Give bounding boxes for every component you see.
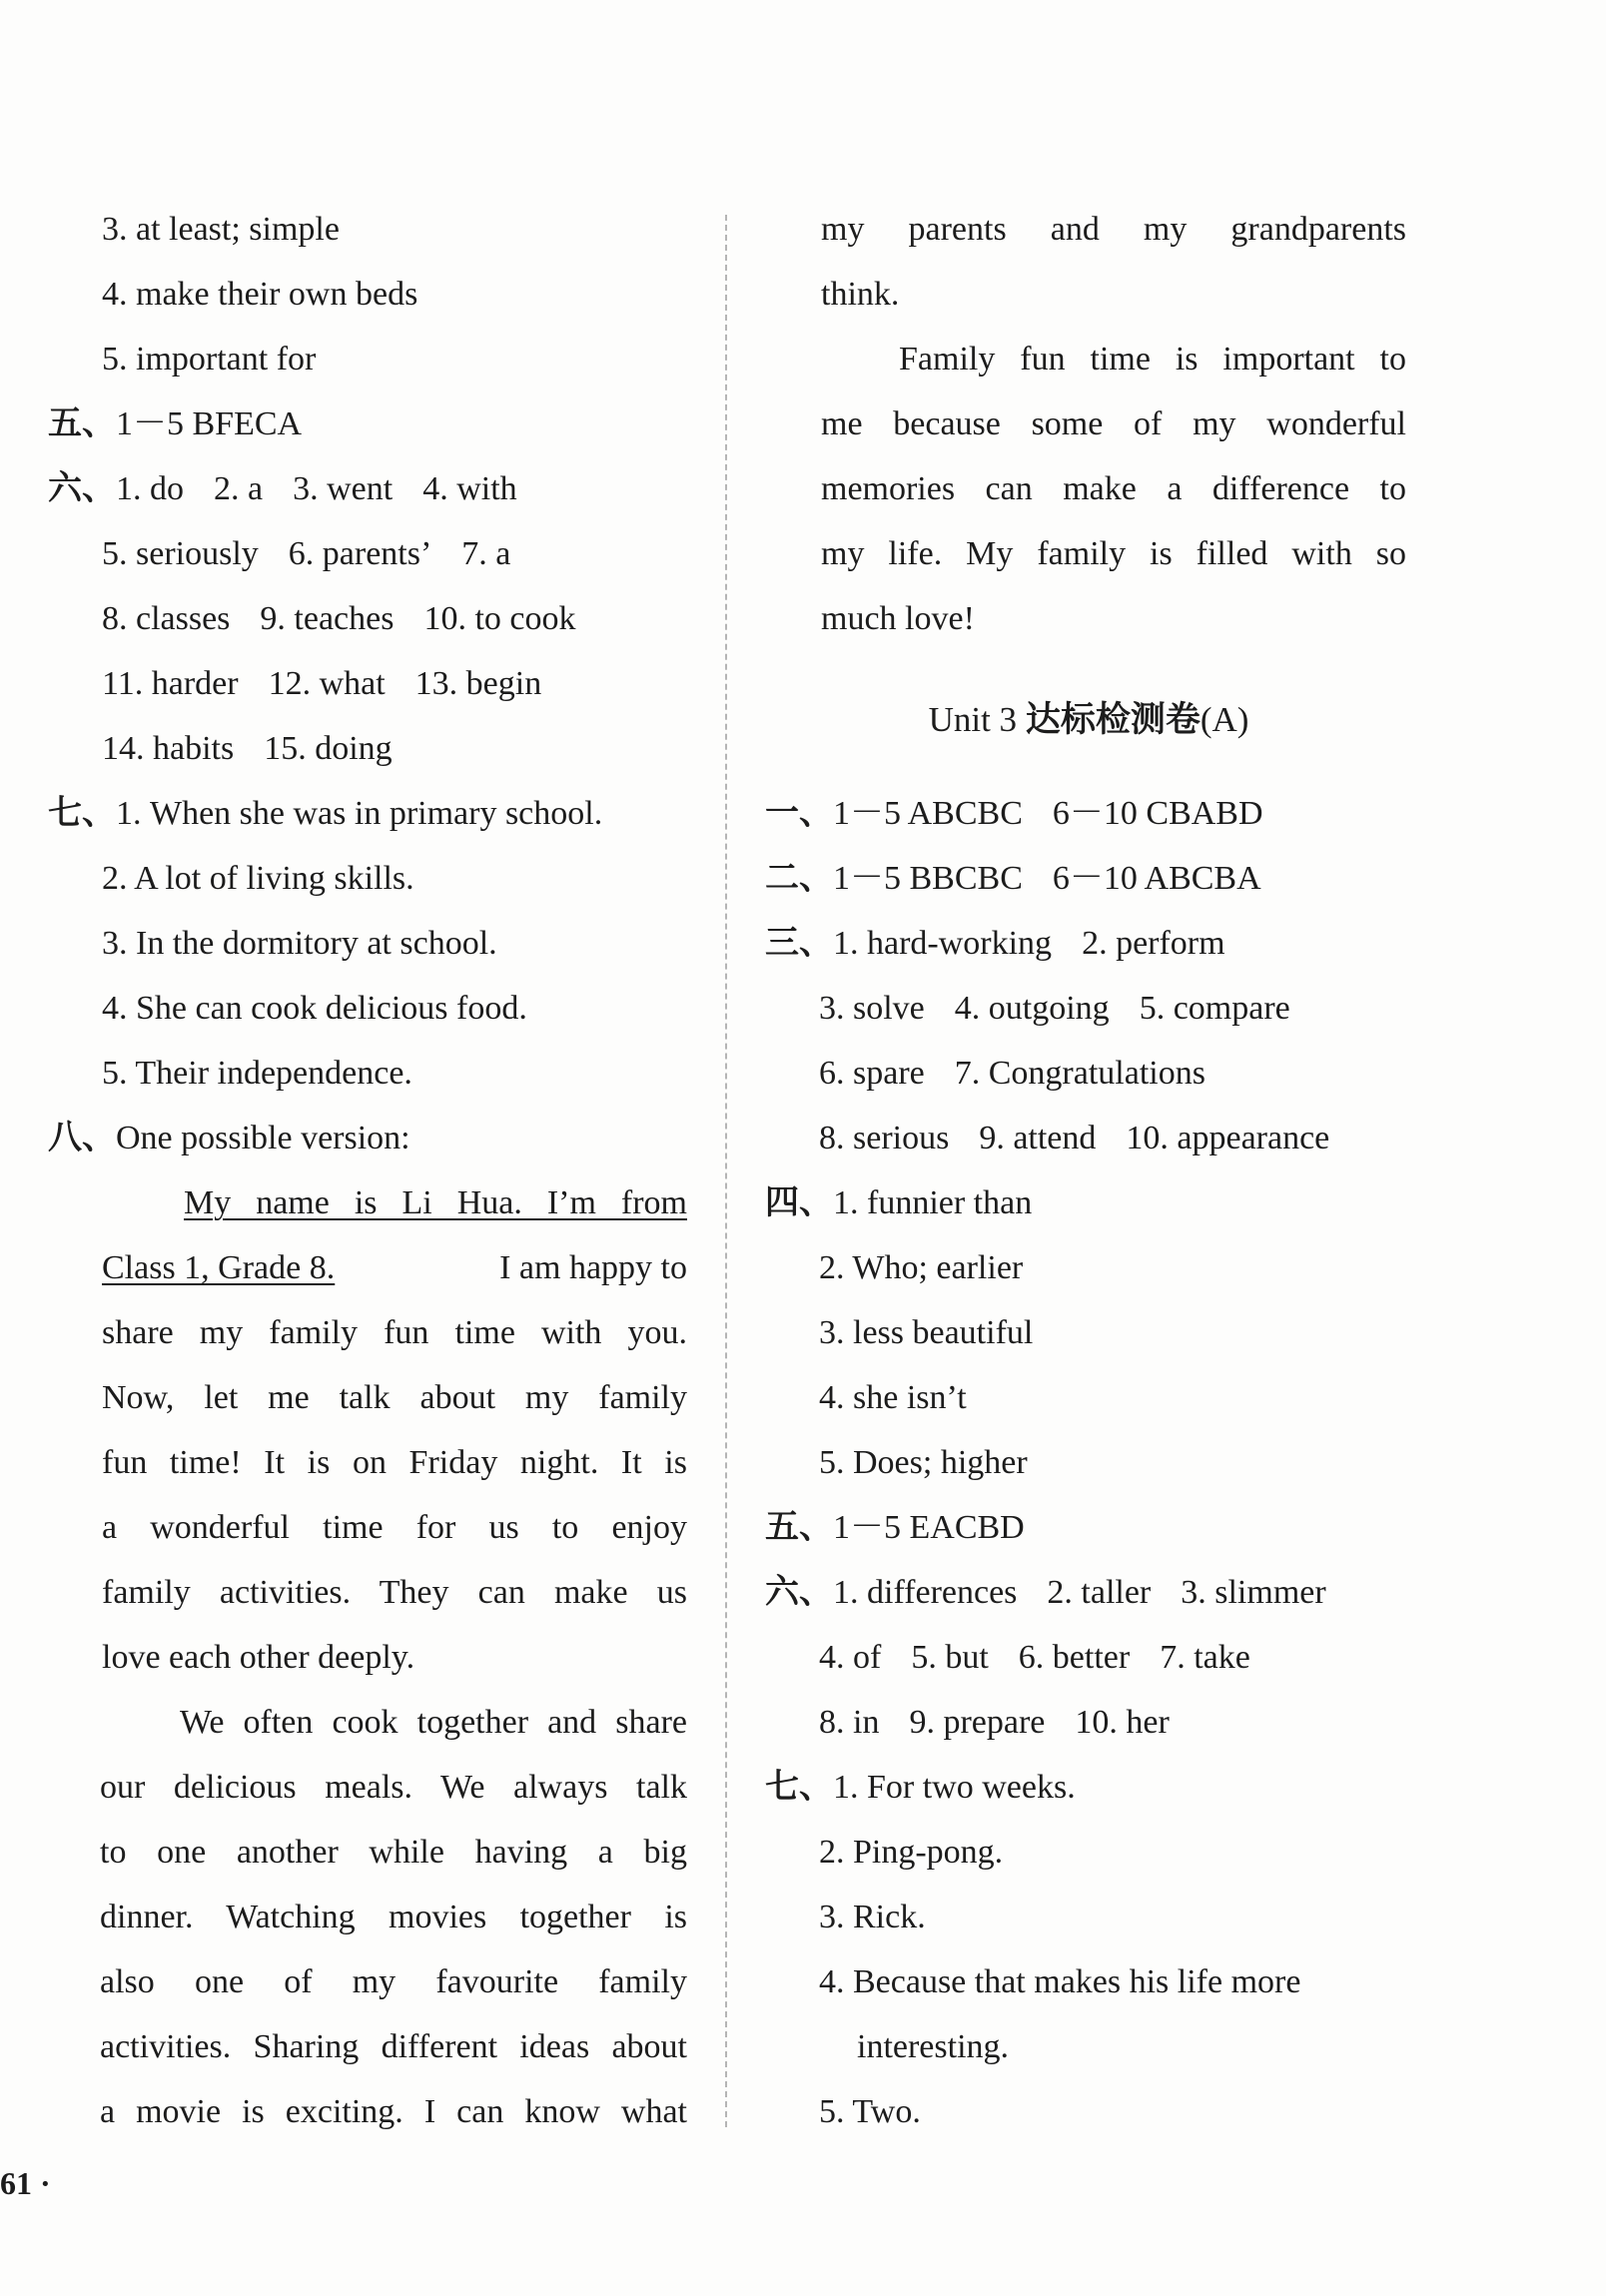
answer-item: 7. take [1160, 1639, 1250, 1676]
answer-item: 6－10 CBABD [1052, 795, 1263, 832]
section-label: 七、 [48, 795, 116, 832]
answer-item: 8. serious [819, 1120, 950, 1156]
part8-heading-text: One possible version: [116, 1120, 410, 1156]
s4-item-5: 5. Does; higher [819, 1444, 1028, 1481]
essay-line: dinner. Watching movies together is [100, 1899, 687, 1935]
answer-item: 4. outgoing [954, 990, 1110, 1027]
answer-item: 6. better [1018, 1639, 1131, 1676]
answer-text: 1. When she was in primary school. [116, 795, 603, 832]
part6-row-1 [48, 467, 719, 511]
column-divider [725, 215, 727, 2127]
essay-line: my parents and my grandparents [821, 211, 1406, 248]
essay-line: family activities. They can make us [102, 1574, 687, 1611]
answer-item: 2. perform [1082, 925, 1225, 962]
essay-line: to one another while having a big [100, 1834, 687, 1871]
unit-title [739, 697, 1438, 743]
section-label: 五、 [765, 1509, 833, 1546]
part4-item-3: 3. at least; simple [102, 211, 340, 248]
part8-heading [48, 1117, 719, 1160]
essay-line: me because some of my wonderful [821, 405, 1406, 442]
essay-line: share my family fun time with you. [102, 1314, 687, 1351]
answer-item: 15. doing [264, 730, 393, 767]
section-label: 四、 [765, 1184, 833, 1221]
answer-item: 5. but [911, 1639, 989, 1676]
part7-item-1 [48, 792, 719, 836]
part6-row-4 [102, 662, 719, 706]
answer-item: 2. taller [1047, 1574, 1152, 1611]
s4-item-1 [765, 1181, 1438, 1225]
essay-line: Now, let me talk about my family [102, 1379, 687, 1416]
section-label: 二、 [765, 860, 833, 897]
essay-line [184, 1181, 687, 1225]
answer-item: 1. hard-working [833, 925, 1053, 962]
essay-line: We often cook together and share [180, 1704, 687, 1741]
answer-item: 8. classes [102, 600, 231, 637]
answer-item: 6－10 ABCBA [1052, 860, 1261, 897]
s4-item-3: 3. less beautiful [819, 1314, 1034, 1351]
s7-item-4-cont: interesting. [857, 2028, 1010, 2065]
essay-line: Family fun time is important to [899, 341, 1406, 378]
essay-line: my life. My family is filled with so [821, 535, 1406, 572]
answer-text: 1. For two weeks. [833, 1769, 1076, 1806]
essay-line: a wonderful time for us to enjoy [102, 1509, 687, 1546]
part7-item-3: 3. In the dormitory at school. [102, 925, 497, 962]
s2-row [765, 857, 1438, 901]
section-label: 一、 [765, 795, 833, 832]
answer-item: 7. Congratulations [954, 1055, 1205, 1092]
s1-row [765, 792, 1438, 836]
s7-item-5: 5. Two. [819, 2093, 921, 2130]
essay-line: think. [821, 276, 900, 313]
answer-item: 10. to cook [423, 600, 576, 637]
answer-item: 5. seriously [102, 535, 259, 572]
s6-row-2 [819, 1636, 1438, 1680]
section-label: 五、 [48, 405, 116, 442]
answer-item: 4. with [422, 470, 517, 507]
answer-item: 12. what [268, 665, 386, 702]
unit-title-suffix: (A) [1200, 700, 1249, 739]
part4-item-4: 4. make their own beds [102, 276, 418, 313]
answer-text: 1. funnier than [833, 1184, 1033, 1221]
answer-item: 1－5 ABCBC [833, 795, 1023, 832]
s3-row-1 [765, 922, 1438, 966]
s7-item-2: 2. Ping-pong. [819, 1834, 1004, 1871]
answer-item: 1－5 BBCBC [833, 860, 1023, 897]
part5-row [48, 402, 719, 446]
answer-item: 10. her [1075, 1704, 1170, 1741]
essay-line: a movie is exciting. I can know what [100, 2093, 687, 2130]
answer-item: 3. went [293, 470, 394, 507]
essay-line: love each other deeply. [102, 1639, 415, 1676]
s3-row-2 [819, 987, 1438, 1031]
answer-item: 13. begin [414, 665, 542, 702]
section-label: 三、 [765, 925, 833, 962]
answer-item: 2. a [214, 470, 264, 507]
essay-line: much love! [821, 600, 975, 637]
s4-item-4: 4. she isn’t [819, 1379, 967, 1416]
section-label: 六、 [765, 1574, 833, 1611]
unit-title-en: Unit 3 [928, 700, 1026, 739]
underlined-text: Class 1, Grade 8. [102, 1249, 336, 1286]
s7-item-4: 4. Because that makes his life more [819, 1963, 1301, 2000]
essay-line [102, 1246, 687, 1290]
essay-line: memories can make a difference to [821, 470, 1406, 507]
answer-item: 5. compare [1139, 990, 1290, 1027]
answer-item: 9. attend [979, 1120, 1097, 1156]
part7-item-2: 2. A lot of living skills. [102, 860, 414, 897]
part7-item-4: 4. She can cook delicious food. [102, 990, 527, 1027]
s3-row-3 [819, 1052, 1438, 1096]
s6-row-3 [819, 1701, 1438, 1745]
s4-item-2: 2. Who; earlier [819, 1249, 1024, 1286]
answer-item: 4. of [819, 1639, 882, 1676]
essay-line: fun time! It is on Friday night. It is [102, 1444, 687, 1481]
part6-row-3 [102, 597, 719, 641]
answer-item: 6. spare [819, 1055, 925, 1092]
essay-text: I am happy to [499, 1249, 687, 1286]
section-label: 八、 [48, 1120, 116, 1156]
part6-row-2 [102, 532, 719, 576]
essay-line: our delicious meals. We always talk [100, 1769, 687, 1806]
answer-item: 10. appearance [1126, 1120, 1330, 1156]
section-label: 六、 [48, 470, 116, 507]
part6-row-5 [102, 727, 719, 771]
answer-item: 11. harder [102, 665, 239, 702]
essay-line: activities. Sharing different ideas about [100, 2028, 687, 2065]
answer-item: 1. differences [833, 1574, 1018, 1611]
s5-row [765, 1506, 1438, 1550]
answer-item: 6. parents’ [288, 535, 432, 572]
part4-item-5: 5. important for [102, 341, 317, 378]
answer-item: 9. teaches [260, 600, 395, 637]
answer-item: 7. a [461, 535, 511, 572]
s7-item-1 [765, 1766, 1438, 1810]
part5-answer: 1－5 BFECA [116, 405, 303, 442]
answer-item: 8. in [819, 1704, 880, 1741]
answer-text: 1－5 EACBD [833, 1509, 1025, 1546]
part7-item-5: 5. Their independence. [102, 1055, 412, 1092]
answer-item: 14. habits [102, 730, 235, 767]
section-label: 七、 [765, 1769, 833, 1806]
s3-row-4 [819, 1117, 1438, 1160]
answer-item: 1. do [116, 470, 184, 507]
s7-item-3: 3. Rick. [819, 1899, 926, 1935]
s6-row-1 [765, 1571, 1438, 1615]
essay-line: also one of my favourite family [100, 1963, 687, 2000]
answer-item: 3. solve [819, 990, 925, 1027]
answer-item: 9. prepare [909, 1704, 1046, 1741]
page-number: 61 · [0, 2165, 51, 2201]
answer-item: 3. slimmer [1181, 1574, 1326, 1611]
underlined-text: My name is Li Hua. I’m from [184, 1184, 687, 1221]
unit-title-cn: 达标检测卷 [1025, 700, 1201, 739]
